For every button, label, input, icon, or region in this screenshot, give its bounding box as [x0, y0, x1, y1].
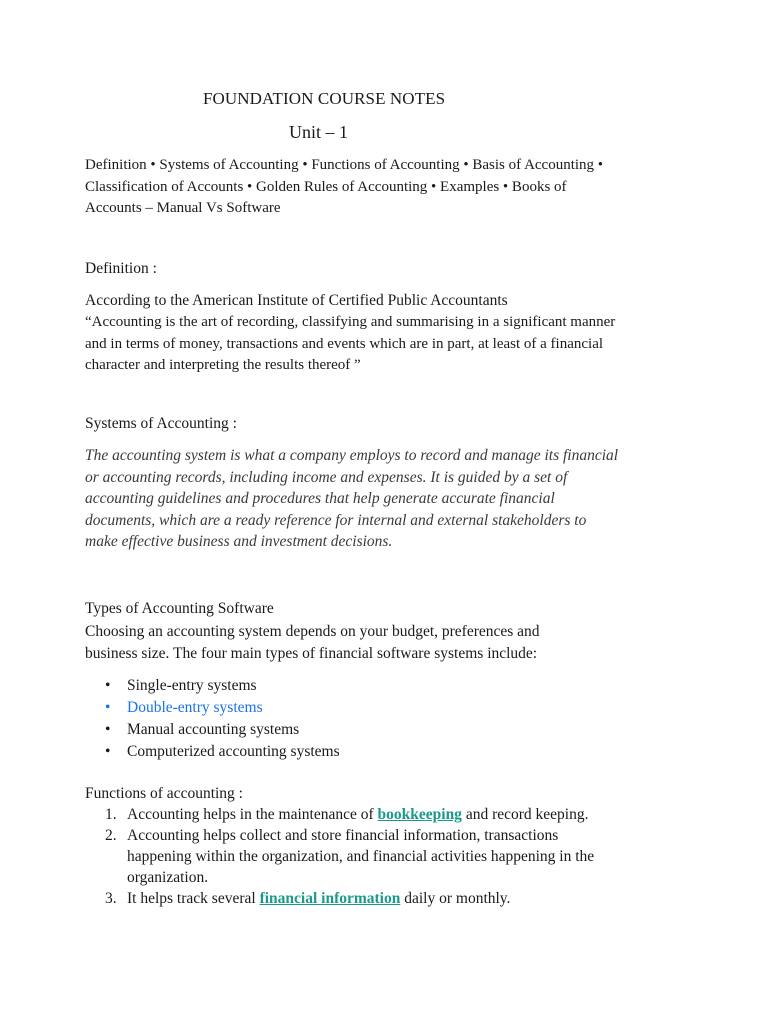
systems-heading: Systems of Accounting :: [85, 415, 237, 432]
bullet-icon: •: [105, 677, 111, 694]
bullet-icon: •: [105, 721, 111, 738]
definition-heading: Definition :: [85, 260, 157, 277]
item-text: Accounting helps collect and store financial information, transactions happening within the organization, and financial activities happening in the organization.: [127, 827, 595, 886]
item-number: 3.: [105, 890, 117, 907]
software-types-list: [85, 675, 485, 763]
bullet-icon: •: [105, 699, 111, 716]
list-item: [85, 825, 615, 888]
software-intro: Choosing an accounting system depends on your budget, preferences and business size. The four main types of financial software systems include:: [85, 623, 540, 662]
list-item: [85, 888, 615, 909]
list-item-label: Computerized accounting systems: [127, 743, 340, 760]
item-text: It helps track several: [127, 890, 260, 907]
definition-source: According to the American Institute of Certified Public Accountants: [85, 292, 508, 309]
financial-information-link[interactable]: financial information: [259, 890, 401, 907]
list-item: [85, 741, 485, 763]
list-item: [85, 804, 615, 825]
list-item-label: Single-entry systems: [127, 677, 257, 694]
bookkeeping-link[interactable]: bookkeeping: [377, 806, 462, 823]
item-text: and record keeping.: [461, 806, 589, 823]
bullet-icon: •: [105, 743, 111, 760]
functions-list: [85, 804, 615, 909]
definition-quote: “Accounting is the art of recording, classifying and summarising in a significant manner and in terms of money, transactions and events which are in part, at least of a financial character and interpreting the results thereof ”: [85, 314, 616, 373]
item-text: daily or monthly.: [400, 890, 511, 907]
list-item: [85, 719, 485, 741]
unit-label: Unit – 1: [289, 122, 349, 142]
list-item: [85, 675, 485, 697]
topics-list: Definition • Systems of Accounting • Functions of Accounting • Basis of Accounting • Classification of Accounts • Golden Rules of Accounting • Examples • Books of Accounts – Manual Vs Software: [85, 157, 604, 216]
document-title: FOUNDATION COURSE NOTES: [203, 89, 446, 108]
item-number: 1.: [105, 806, 117, 823]
software-heading: Types of Accounting Software: [85, 600, 274, 617]
systems-description: The accounting system is what a company employs to record and manage its financial or accounting records, including income and expenses. It is guided by a set of accounting guidelines and procedures that help generate accurate financial documents, which are a ready reference for internal and external stakeholders to make effective business and investment decisions.: [85, 447, 619, 550]
item-number: 2.: [105, 827, 117, 844]
list-item-label: Manual accounting systems: [127, 721, 300, 738]
list-item[interactable]: [85, 697, 485, 719]
item-text: Accounting helps in the maintenance of: [127, 806, 378, 823]
functions-heading: Functions of accounting :: [85, 785, 243, 802]
list-item-label[interactable]: Double-entry systems: [127, 699, 263, 716]
